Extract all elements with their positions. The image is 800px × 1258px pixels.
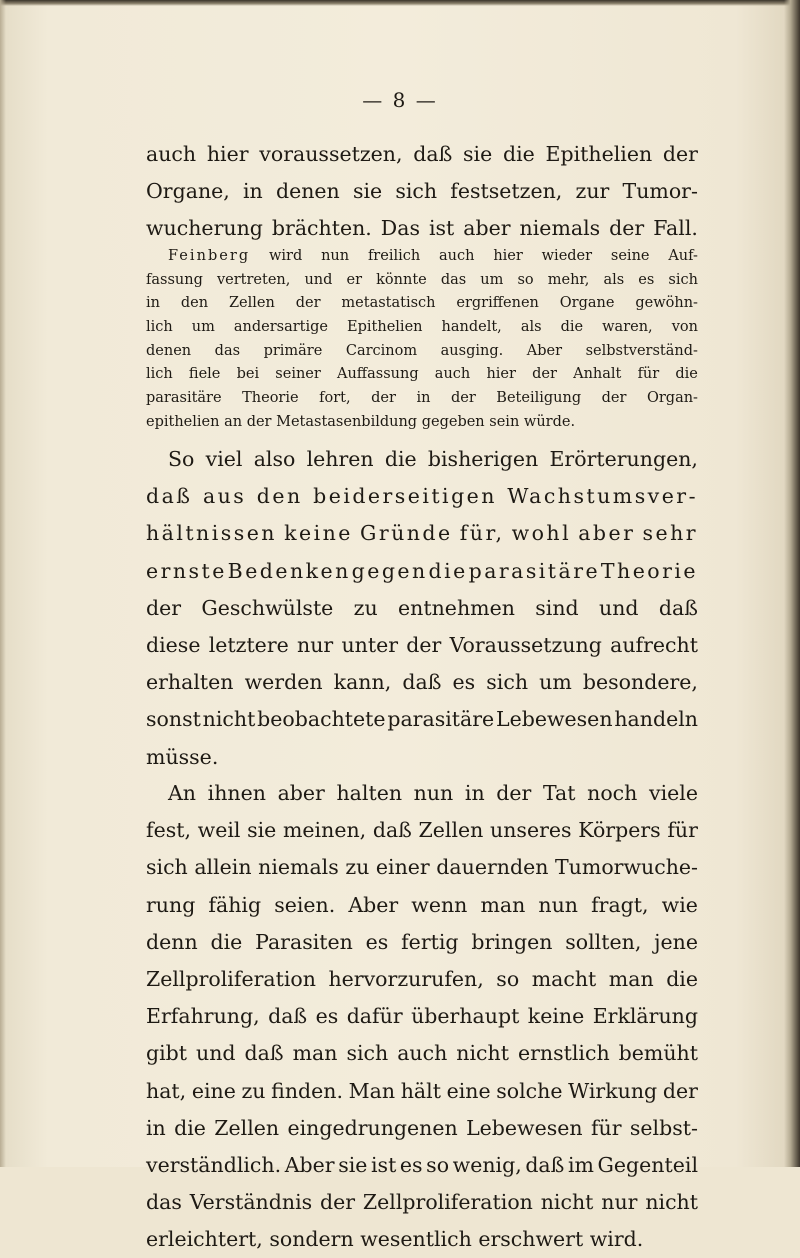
text-line (146, 292, 698, 316)
word: nur (601, 1190, 638, 1215)
word: eine (191, 1078, 236, 1103)
word: so (517, 271, 534, 288)
word: Zellen (418, 818, 484, 843)
word: Theorie (600, 558, 698, 583)
text-line (146, 387, 698, 411)
word: Erörterungen, (549, 447, 698, 471)
word: handelt, (441, 319, 502, 336)
word: das (440, 271, 467, 288)
word: hier (486, 366, 516, 383)
word: der (146, 595, 182, 620)
word: es (399, 1152, 423, 1177)
word: zu (345, 855, 370, 880)
word: fest, (146, 818, 191, 843)
word: nicht (645, 1190, 698, 1215)
text-line (146, 441, 698, 478)
word: der (662, 142, 698, 166)
word: Tumor- (622, 179, 698, 204)
word: wenn (411, 892, 468, 917)
word: hat, (146, 1078, 187, 1103)
word: der (406, 632, 442, 657)
word: So (168, 447, 195, 471)
text-line (146, 269, 698, 293)
word: wie (661, 892, 698, 917)
text-line (146, 998, 698, 1035)
text-line (146, 812, 698, 849)
page-left-edge (0, 0, 6, 1167)
text-line (146, 627, 698, 664)
word: entnehmen (398, 595, 515, 620)
word: dafür (346, 1004, 403, 1029)
word: allein (194, 855, 252, 880)
word: der (320, 1190, 356, 1215)
word: gegen (351, 558, 428, 583)
word: Aber (348, 892, 399, 917)
word: Das (380, 216, 420, 241)
word: an (224, 413, 243, 430)
word: überhaupt (411, 1004, 520, 1029)
word: Zellproliferation (362, 1190, 533, 1215)
word: halten (336, 781, 403, 805)
word: um (191, 319, 215, 336)
word: keine (284, 521, 353, 546)
word: den (256, 484, 303, 509)
word: verständlich. (146, 1152, 282, 1177)
word: Wirkung (568, 1078, 658, 1103)
word: es (365, 929, 389, 954)
word: erschwert (478, 1227, 584, 1252)
word: keine (527, 1004, 585, 1029)
word: aus (202, 484, 247, 509)
word: werden (244, 670, 323, 695)
text-line (146, 316, 698, 340)
word: An (168, 781, 197, 805)
word: daß (402, 670, 442, 695)
text-line (146, 411, 698, 435)
word: letztere (208, 632, 289, 657)
word: Man (348, 1078, 396, 1103)
word: fragt, (591, 892, 649, 917)
word: Beteiligung (496, 390, 582, 407)
word: macht (531, 966, 597, 991)
word: und (304, 271, 333, 288)
word: eingedrungenen (287, 1115, 458, 1140)
word: Metastasenbildung (276, 413, 418, 430)
word: daß (268, 1004, 308, 1029)
word: und (599, 595, 639, 620)
word: dauernden (436, 855, 549, 880)
word: und (196, 1041, 236, 1066)
word: Auffassung (337, 366, 419, 383)
word: parasitäre (146, 390, 222, 407)
word: ernste (146, 558, 227, 583)
word: handeln (614, 707, 698, 732)
word: beiderseitigen (313, 484, 497, 509)
word: finden. (271, 1078, 344, 1103)
word: daß (244, 1041, 284, 1066)
word: auch (397, 1041, 448, 1066)
word: lich (146, 366, 173, 383)
word: der (532, 366, 557, 383)
word: fassung (146, 271, 203, 288)
word: der (246, 413, 272, 430)
word: auch (439, 248, 475, 264)
word: wieder (541, 248, 593, 264)
text-line (146, 775, 698, 812)
word: Bedenken (227, 558, 351, 583)
word: bringen (471, 929, 553, 954)
word: gewöhn- (635, 295, 698, 312)
word: denn (146, 929, 198, 954)
word: auch (434, 366, 471, 383)
word: in (416, 390, 431, 407)
word: eine (446, 1078, 491, 1103)
word: in (146, 1115, 166, 1140)
word: die (560, 319, 584, 336)
text-line (146, 1073, 698, 1110)
word: ihnen (207, 781, 266, 805)
text-line (146, 924, 698, 961)
word: aber (463, 216, 511, 241)
word: bisherigen (427, 447, 539, 471)
word: einer (375, 855, 430, 880)
word: so (496, 966, 520, 991)
word: sie (352, 179, 383, 204)
word: sie (338, 1152, 368, 1177)
word: daß (146, 484, 193, 509)
word: sollten, (565, 929, 642, 954)
word: ausging. (440, 342, 504, 359)
word: Erfahrung, (146, 1004, 260, 1029)
word: für (667, 818, 698, 843)
word: seine (610, 248, 650, 264)
paragraph-3 (146, 441, 698, 776)
word: hier (206, 142, 249, 166)
word: Lebewesen (495, 707, 613, 732)
word: ernstlich (517, 1041, 610, 1066)
paragraph-4 (146, 775, 698, 1258)
text-line (146, 210, 698, 247)
word: wohl (511, 521, 572, 546)
word: das (214, 342, 241, 359)
word: es (452, 670, 476, 695)
word: Organ- (646, 390, 698, 407)
word: hier (493, 248, 523, 264)
word: parasitäre (387, 707, 495, 732)
word: Feinberg (168, 248, 251, 264)
word: unseres (490, 818, 572, 843)
text-line (146, 739, 698, 776)
word: der (371, 390, 396, 407)
word: aber (277, 781, 325, 805)
paragraph-2-smallprint (146, 245, 698, 435)
page-right-edge (784, 0, 800, 1167)
word: sonst (146, 707, 201, 732)
text-line (146, 340, 698, 364)
word: sondern (269, 1227, 354, 1252)
word: also (253, 447, 296, 471)
word: selbst- (629, 1115, 698, 1140)
word: daß (658, 595, 698, 620)
word: fort, (319, 390, 351, 407)
word: sich (346, 1041, 389, 1066)
word: epithelien (146, 413, 220, 430)
word: brächten. (271, 216, 372, 241)
text-line (146, 1221, 698, 1258)
word: besondere, (582, 670, 698, 695)
word: Körpers (578, 818, 661, 843)
word: hält (400, 1078, 441, 1103)
word: sie (463, 142, 493, 166)
word: rung (146, 892, 196, 917)
word: die (666, 966, 698, 991)
word: könnte (376, 271, 427, 288)
word: daß (372, 818, 412, 843)
word: erleichtert, (146, 1227, 263, 1252)
word: Zellen (228, 295, 275, 312)
word: nun (413, 781, 454, 805)
text-line (146, 664, 698, 701)
word: Verständnis (189, 1190, 313, 1215)
text-line (146, 553, 698, 590)
word: sie (247, 818, 277, 843)
word: selbstverständ- (585, 342, 698, 359)
word: Zellproliferation (146, 966, 316, 991)
word: man (292, 1041, 338, 1066)
text-line (146, 1110, 698, 1147)
word: Epithelien (545, 142, 653, 166)
word: die (384, 447, 417, 471)
word: andersartige (233, 319, 329, 336)
word: seiner (275, 366, 321, 383)
word: fiele (188, 366, 221, 383)
text-line (146, 136, 698, 173)
word: Erklärung (592, 1004, 698, 1029)
word: waren, (602, 319, 653, 336)
word: die (502, 142, 535, 166)
text-line (146, 887, 698, 924)
word: auch (146, 142, 197, 166)
word: Fall. (653, 216, 698, 241)
word: sich (395, 179, 438, 204)
word: zu (353, 595, 378, 620)
paragraph-1 (146, 136, 698, 248)
word: als (520, 319, 542, 336)
word: wucherung (146, 216, 263, 241)
word: aber (578, 521, 636, 546)
text-line (146, 961, 698, 998)
page-number: — 8 — (362, 88, 438, 112)
word: nur (297, 632, 334, 657)
word: denen (146, 342, 192, 359)
word: für (590, 1115, 622, 1140)
text-line (146, 515, 698, 552)
word: Aber (526, 342, 563, 359)
word: beobachtete (257, 707, 386, 732)
word: sehr (642, 521, 698, 546)
word: die (174, 1115, 206, 1140)
word: sich (146, 855, 188, 880)
word: nicht (456, 1041, 509, 1066)
word: man (480, 892, 526, 917)
word: Geschwülste (201, 595, 334, 620)
text-line (146, 1147, 698, 1184)
word: der (450, 390, 476, 407)
word: in (464, 781, 485, 805)
word: wird. (589, 1227, 644, 1252)
word: das (146, 1190, 182, 1215)
word: zur (575, 179, 610, 204)
word: gegeben (421, 413, 485, 430)
text-line (146, 590, 698, 627)
word: kann, (333, 670, 392, 695)
page-top-edge (0, 0, 800, 6)
word: Parasiten (255, 929, 353, 954)
word: wesentlich (360, 1227, 472, 1252)
word: Zellen (214, 1115, 280, 1140)
word: fähig (208, 892, 262, 917)
word: Auf- (668, 248, 698, 264)
word: fertig (401, 929, 459, 954)
word: in (243, 179, 263, 204)
word: nun (538, 892, 578, 917)
word: als (603, 271, 625, 288)
word: Epithelien (347, 319, 423, 336)
word: jene (654, 929, 698, 954)
word: wird (268, 248, 303, 264)
word: primäre (263, 342, 323, 359)
word: denen (275, 179, 340, 204)
word: sich (668, 271, 698, 288)
word: noch (587, 781, 638, 805)
text-line (146, 363, 698, 387)
word: lich (146, 319, 173, 336)
word: voraussetzen, (259, 142, 403, 166)
word: Gegenteil (597, 1152, 698, 1177)
text-line (146, 701, 698, 738)
text-line (146, 1035, 698, 1072)
word: er (346, 271, 363, 288)
word: von (671, 319, 698, 336)
word: ist (371, 1152, 397, 1177)
word: um (539, 670, 572, 695)
word: nicht (202, 707, 256, 732)
word: mehr, (547, 271, 590, 288)
word: der (496, 781, 532, 805)
word: seien. (274, 892, 336, 917)
word: niemals (519, 216, 601, 241)
text-line (146, 849, 698, 886)
word: hervorzurufen, (328, 966, 484, 991)
word: die (428, 558, 468, 583)
word: Theorie (242, 390, 299, 407)
word: müsse. (146, 744, 219, 769)
word: diese (146, 632, 201, 657)
word: ist (428, 216, 455, 241)
word: würde. (523, 413, 576, 430)
word: es (315, 1004, 339, 1029)
word: der (609, 216, 645, 241)
word: Gründe (360, 521, 453, 546)
word: Lebewesen (466, 1115, 583, 1140)
word: solche (496, 1078, 563, 1103)
word: metastatisch (341, 295, 436, 312)
word: wenig, (452, 1152, 522, 1177)
word: sein (489, 413, 520, 430)
word: für, (459, 521, 505, 546)
word: aufrecht (610, 632, 698, 657)
word: bemüht (618, 1041, 698, 1066)
word: der (601, 390, 627, 407)
word: der (662, 1078, 698, 1103)
word: daß (413, 142, 453, 166)
word: viel (205, 447, 243, 471)
word: nun (321, 248, 350, 264)
word: daß (525, 1152, 565, 1177)
word: gibt (146, 1041, 188, 1066)
word: der (295, 295, 321, 312)
word: lehren (306, 447, 374, 471)
word: es (638, 271, 655, 288)
word: in (146, 295, 160, 312)
word: Organe, (146, 179, 230, 204)
word: Tat (542, 781, 576, 805)
word: den (180, 295, 209, 312)
word: parasitäre (468, 558, 601, 583)
word: bei (236, 366, 260, 383)
word: man (608, 966, 654, 991)
text-line (146, 173, 698, 210)
word: Organe (559, 295, 615, 312)
word: nicht (540, 1190, 594, 1215)
word: Voraussetzung (449, 632, 602, 657)
word: meinen, (282, 818, 367, 843)
word: im (567, 1152, 594, 1177)
text-line (146, 478, 698, 515)
text-line (146, 1184, 698, 1221)
word: niemals (258, 855, 339, 880)
word: die (210, 929, 243, 954)
word: unter (341, 632, 399, 657)
word: Tumorwuche- (555, 855, 698, 880)
word: vertreten, (216, 271, 291, 288)
word: ergriffenen (456, 295, 539, 312)
word: hältnissen (146, 521, 277, 546)
word: festsetzen, (450, 179, 563, 204)
word: Wachstumsver- (507, 484, 698, 509)
word: so (426, 1152, 450, 1177)
word: viele (649, 781, 698, 805)
word: Aber (284, 1152, 335, 1177)
word: für (637, 366, 660, 383)
word: Carcinom (345, 342, 418, 359)
text-line (146, 245, 698, 269)
word: Anhalt (573, 366, 622, 383)
word: sind (535, 595, 579, 620)
word: um (480, 271, 504, 288)
word: weil (197, 818, 241, 843)
word: sich (486, 670, 529, 695)
word: zu (241, 1078, 266, 1103)
word: die (675, 366, 698, 383)
word: erhalten (146, 670, 234, 695)
word: freilich (367, 248, 421, 264)
